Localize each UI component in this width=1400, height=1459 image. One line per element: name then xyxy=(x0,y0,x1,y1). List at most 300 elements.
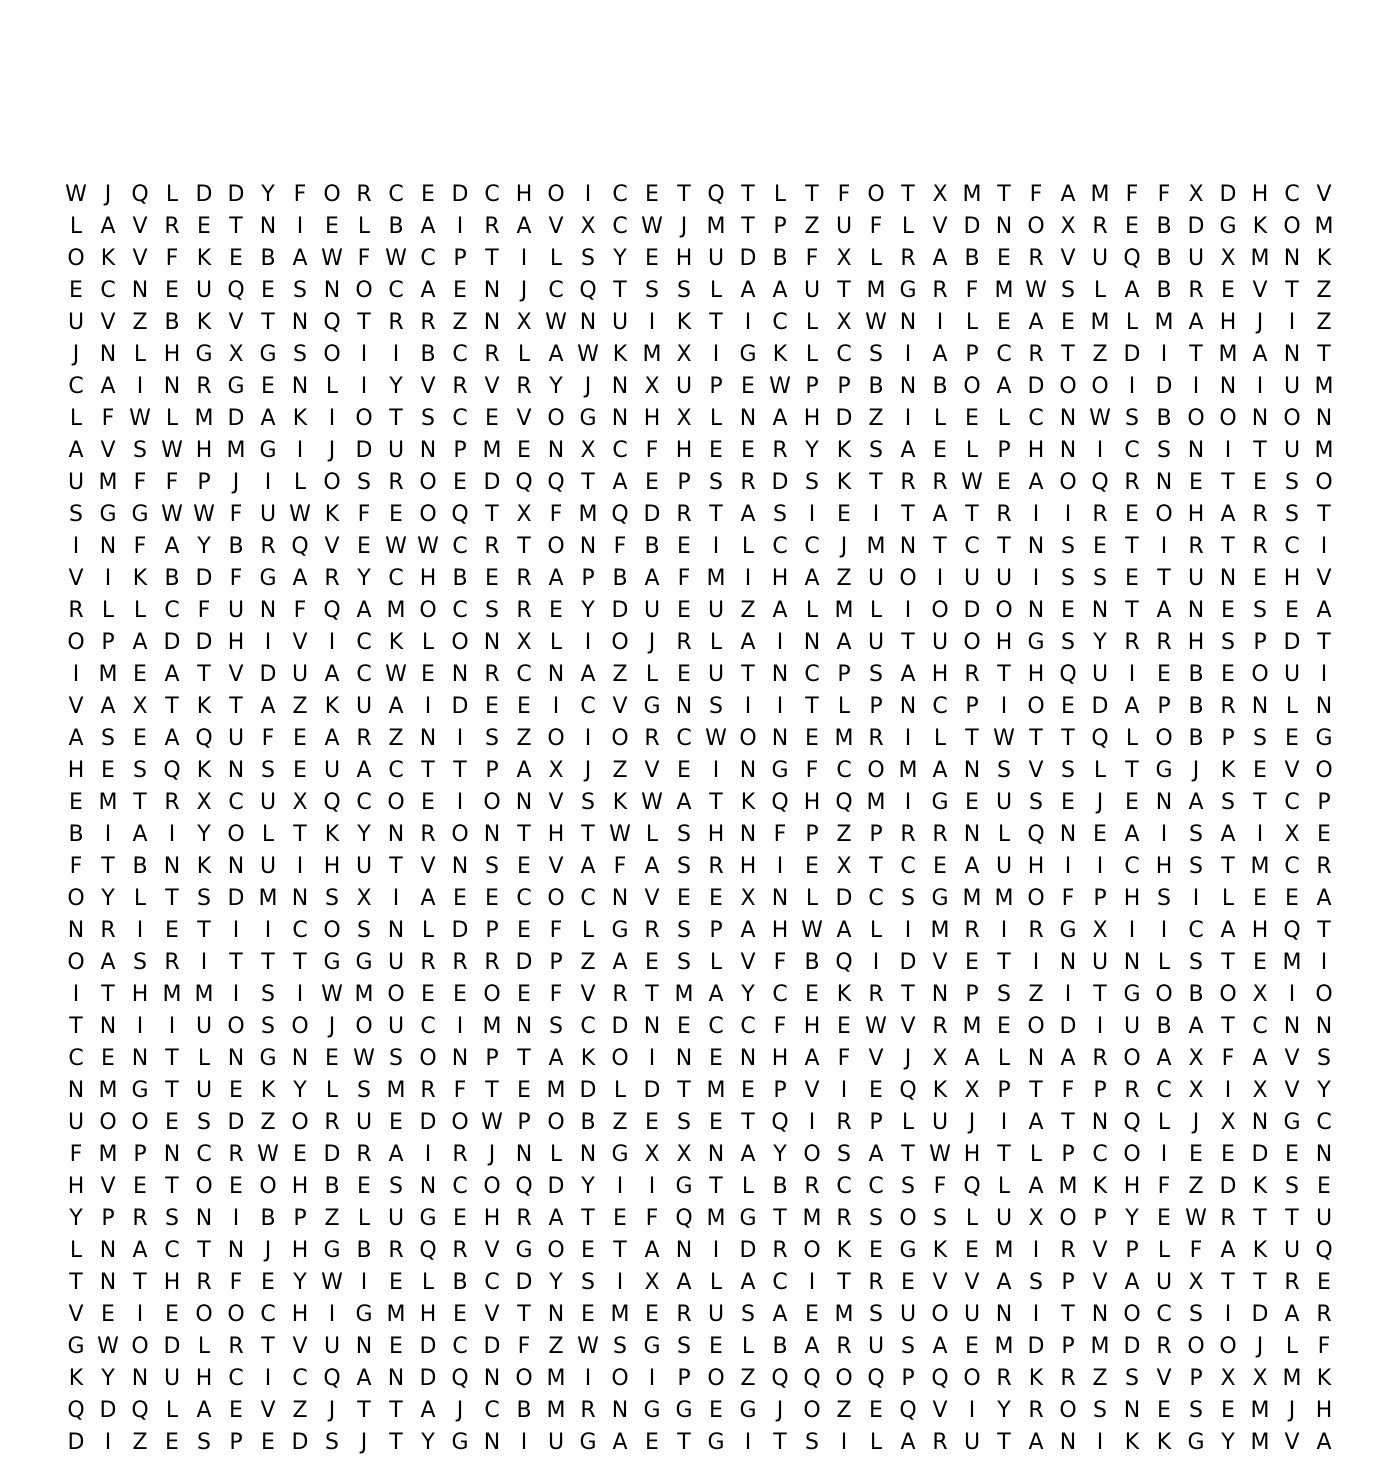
grid-letter: L xyxy=(197,1046,211,1071)
grid-letter: C xyxy=(452,342,468,367)
grid-letter: E xyxy=(229,1078,243,1103)
grid-letter: S xyxy=(869,1302,883,1327)
grid-letter: K xyxy=(836,1238,852,1263)
grid-letter: R xyxy=(1092,214,1108,239)
grid-letter: I xyxy=(1256,374,1264,399)
grid-letter: T xyxy=(517,822,531,847)
grid-letter: F xyxy=(165,246,179,271)
grid-letter: Y xyxy=(549,1270,563,1295)
grid-letter: A xyxy=(164,534,180,559)
grid-letter: X xyxy=(676,406,692,431)
grid-letter: W xyxy=(97,1334,119,1359)
grid-letter: N xyxy=(675,1046,693,1071)
grid-letter: I xyxy=(168,1014,176,1039)
grid-row xyxy=(60,1203,1340,1235)
grid-letter: A xyxy=(260,406,276,431)
grid-letter: R xyxy=(324,1110,340,1135)
grid-letter: W xyxy=(161,438,183,463)
grid-letter: V xyxy=(516,406,532,431)
grid-letter: E xyxy=(1061,790,1075,815)
grid-letter: R xyxy=(388,1238,404,1263)
grid-letter: R xyxy=(388,470,404,495)
grid-letter: O xyxy=(1283,406,1301,431)
grid-letter: E xyxy=(453,886,467,911)
grid-letter: K xyxy=(612,342,628,367)
grid-letter: E xyxy=(709,1334,723,1359)
grid-letter: O xyxy=(803,1142,821,1167)
grid-letter: W xyxy=(577,342,599,367)
grid-letter: A xyxy=(548,566,564,591)
grid-letter: L xyxy=(741,1174,755,1199)
grid-letter: F xyxy=(805,246,819,271)
grid-letter: L xyxy=(869,598,883,623)
grid-letter: Q xyxy=(771,1110,789,1135)
grid-letter: C xyxy=(1156,1302,1172,1327)
grid-letter: F xyxy=(1125,182,1139,207)
grid-letter: I xyxy=(1288,982,1296,1007)
grid-letter: K xyxy=(1316,1366,1332,1391)
grid-row xyxy=(60,819,1340,851)
grid-letter: V xyxy=(580,982,596,1007)
grid-letter: X xyxy=(548,758,564,783)
grid-letter: U xyxy=(291,662,309,687)
grid-letter: S xyxy=(261,1014,275,1039)
grid-letter: W xyxy=(545,310,567,335)
grid-letter: E xyxy=(1125,502,1139,527)
grid-letter: N xyxy=(1219,374,1237,399)
grid-letter: T xyxy=(1317,502,1331,527)
grid-letter: A xyxy=(1316,1430,1332,1455)
grid-letter: A xyxy=(260,694,276,719)
grid-letter: T xyxy=(389,1430,403,1455)
grid-letter: N xyxy=(1027,598,1045,623)
grid-letter: E xyxy=(485,886,499,911)
grid-letter: A xyxy=(964,1046,980,1071)
grid-letter: U xyxy=(387,438,405,463)
grid-letter: U xyxy=(355,1110,373,1135)
grid-letter: X xyxy=(932,182,948,207)
grid-letter: L xyxy=(197,1334,211,1359)
grid-letter: C xyxy=(900,854,916,879)
grid-letter: R xyxy=(836,1206,852,1231)
grid-letter: O xyxy=(611,630,629,655)
grid-letter: W xyxy=(641,790,663,815)
grid-letter: S xyxy=(581,246,595,271)
grid-letter: K xyxy=(580,1046,596,1071)
grid-letter: B xyxy=(644,534,660,559)
grid-letter: A xyxy=(932,758,948,783)
grid-letter: D xyxy=(451,918,469,943)
grid-letter: L xyxy=(1125,310,1139,335)
grid-letter: A xyxy=(100,374,116,399)
grid-letter: X xyxy=(516,502,532,527)
grid-letter: R xyxy=(1124,1078,1140,1103)
grid-letter: E xyxy=(453,278,467,303)
grid-letter: U xyxy=(1091,662,1109,687)
grid-letter: N xyxy=(1187,598,1205,623)
grid-letter: E xyxy=(389,1334,403,1359)
grid-letter: O xyxy=(1059,374,1077,399)
grid-letter: M xyxy=(866,790,886,815)
grid-letter: A xyxy=(804,566,820,591)
grid-letter: I xyxy=(872,950,880,975)
grid-letter: S xyxy=(677,1334,691,1359)
grid-letter: A xyxy=(964,854,980,879)
grid-letter: C xyxy=(932,694,948,719)
grid-letter: E xyxy=(421,662,435,687)
grid-letter: T xyxy=(293,950,307,975)
grid-letter: S xyxy=(1189,854,1203,879)
grid-letter: I xyxy=(232,1206,240,1231)
grid-letter: O xyxy=(1187,1334,1205,1359)
grid-letter: C xyxy=(420,1014,436,1039)
grid-letter: M xyxy=(1218,342,1238,367)
grid-letter: O xyxy=(227,1302,245,1327)
grid-letter: E xyxy=(805,982,819,1007)
grid-letter: E xyxy=(229,246,243,271)
grid-letter: K xyxy=(324,502,340,527)
grid-letter: Q xyxy=(611,502,629,527)
grid-letter: U xyxy=(707,1302,725,1327)
grid-letter: Z xyxy=(292,694,308,719)
grid-letter: A xyxy=(740,918,756,943)
grid-letter: O xyxy=(931,598,949,623)
grid-letter: D xyxy=(227,182,245,207)
grid-letter: F xyxy=(837,182,851,207)
grid-letter: T xyxy=(485,502,499,527)
grid-letter: F xyxy=(1221,1046,1235,1071)
grid-letter: N xyxy=(1219,566,1237,591)
grid-letter: D xyxy=(451,694,469,719)
grid-letter: P xyxy=(197,470,211,495)
grid-letter: H xyxy=(1187,630,1205,655)
grid-letter: R xyxy=(1188,278,1204,303)
grid-row xyxy=(60,275,1340,307)
grid-letter: E xyxy=(421,982,435,1007)
grid-letter: N xyxy=(611,1398,629,1423)
grid-letter: I xyxy=(232,918,240,943)
grid-letter: G xyxy=(67,1334,85,1359)
grid-letter: Y xyxy=(197,822,211,847)
grid-letter: R xyxy=(740,470,756,495)
grid-letter: A xyxy=(356,598,372,623)
grid-letter: M xyxy=(994,1238,1014,1263)
grid-letter: S xyxy=(1253,598,1267,623)
grid-letter: I xyxy=(1064,982,1072,1007)
grid-letter: D xyxy=(355,438,373,463)
grid-letter: T xyxy=(1253,1206,1267,1231)
grid-letter: C xyxy=(836,342,852,367)
grid-letter: N xyxy=(67,918,85,943)
grid-letter: S xyxy=(69,502,83,527)
grid-letter: O xyxy=(1027,694,1045,719)
grid-letter: L xyxy=(1221,886,1235,911)
grid-letter: L xyxy=(741,534,755,559)
grid-letter: F xyxy=(1157,1174,1171,1199)
grid-letter: W xyxy=(321,1270,343,1295)
grid-letter: G xyxy=(259,566,277,591)
grid-letter: G xyxy=(259,438,277,463)
grid-letter: H xyxy=(1251,182,1269,207)
grid-letter: M xyxy=(834,726,854,751)
grid-letter: T xyxy=(1189,342,1203,367)
grid-letter: I xyxy=(392,886,400,911)
grid-letter: S xyxy=(1189,950,1203,975)
grid-letter: N xyxy=(195,1206,213,1231)
grid-letter: E xyxy=(677,598,691,623)
grid-letter: R xyxy=(900,246,916,271)
grid-letter: L xyxy=(645,822,659,847)
grid-letter: K xyxy=(1220,758,1236,783)
grid-letter: A xyxy=(1316,598,1332,623)
grid-letter: A xyxy=(644,854,660,879)
grid-letter: M xyxy=(674,982,694,1007)
grid-letter: F xyxy=(357,502,371,527)
grid-letter: N xyxy=(1091,1302,1109,1327)
grid-letter: R xyxy=(1060,1238,1076,1263)
grid-letter: I xyxy=(264,1366,272,1391)
grid-letter: M xyxy=(642,342,662,367)
grid-letter: I xyxy=(904,598,912,623)
grid-letter: X xyxy=(1060,214,1076,239)
grid-letter: I xyxy=(1096,1430,1104,1455)
grid-letter: K xyxy=(1252,1174,1268,1199)
grid-letter: Y xyxy=(261,182,275,207)
grid-letter: M xyxy=(962,1014,982,1039)
grid-letter: S xyxy=(1093,566,1107,591)
grid-letter: E xyxy=(645,470,659,495)
grid-letter: S xyxy=(1061,278,1075,303)
grid-letter: I xyxy=(104,822,112,847)
grid-letter: T xyxy=(517,534,531,559)
grid-letter: O xyxy=(1123,1302,1141,1327)
grid-letter: L xyxy=(965,310,979,335)
grid-letter: C xyxy=(1252,1014,1268,1039)
grid-letter: H xyxy=(67,1174,85,1199)
grid-letter: O xyxy=(1219,406,1237,431)
grid-letter: N xyxy=(291,1046,309,1071)
grid-letter: D xyxy=(483,470,501,495)
grid-letter: I xyxy=(1320,950,1328,975)
grid-letter: X xyxy=(1252,1078,1268,1103)
grid-letter: L xyxy=(997,1174,1011,1199)
grid-letter: X xyxy=(1220,1366,1236,1391)
grid-letter: G xyxy=(323,1238,341,1263)
grid-row xyxy=(60,435,1340,467)
grid-letter: H xyxy=(739,854,757,879)
grid-letter: I xyxy=(328,1302,336,1327)
grid-letter: G xyxy=(1059,918,1077,943)
grid-letter: I xyxy=(584,182,592,207)
grid-letter: J xyxy=(680,214,688,239)
grid-letter: D xyxy=(835,886,853,911)
grid-letter: H xyxy=(1155,854,1173,879)
grid-letter: D xyxy=(643,1078,661,1103)
grid-letter: Y xyxy=(613,246,627,271)
grid-letter: P xyxy=(1093,886,1107,911)
grid-letter: X xyxy=(1188,1046,1204,1071)
grid-letter: V xyxy=(932,1270,948,1295)
grid-letter: T xyxy=(869,854,883,879)
grid-letter: G xyxy=(899,1238,917,1263)
grid-letter: C xyxy=(612,438,628,463)
grid-letter: U xyxy=(387,1014,405,1039)
grid-letter: O xyxy=(355,1014,373,1039)
grid-letter: T xyxy=(1125,534,1139,559)
grid-letter: B xyxy=(260,1206,276,1231)
grid-letter: L xyxy=(1029,1142,1043,1167)
grid-letter: Z xyxy=(868,406,884,431)
grid-letter: F xyxy=(261,726,275,751)
grid-letter: X xyxy=(676,1142,692,1167)
grid-letter: E xyxy=(869,1078,883,1103)
grid-letter: F xyxy=(549,502,563,527)
grid-letter: A xyxy=(1124,278,1140,303)
grid-letter: X xyxy=(836,854,852,879)
grid-letter: Q xyxy=(1123,1110,1141,1135)
grid-letter: E xyxy=(965,950,979,975)
grid-letter: U xyxy=(643,598,661,623)
grid-letter: T xyxy=(741,662,755,687)
grid-letter: V xyxy=(228,662,244,687)
grid-letter: A xyxy=(1220,822,1236,847)
grid-letter: S xyxy=(485,726,499,751)
grid-letter: E xyxy=(165,1302,179,1327)
grid-letter: V xyxy=(900,1014,916,1039)
grid-letter: J xyxy=(648,630,656,655)
grid-letter: F xyxy=(1061,886,1075,911)
grid-letter: I xyxy=(1320,662,1328,687)
grid-letter: D xyxy=(611,598,629,623)
grid-letter: O xyxy=(611,726,629,751)
grid-letter: Q xyxy=(1091,470,1109,495)
grid-letter: Z xyxy=(1092,1366,1108,1391)
grid-letter: C xyxy=(580,1014,596,1039)
grid-letter: T xyxy=(741,182,755,207)
grid-letter: P xyxy=(101,630,115,655)
grid-letter: R xyxy=(452,374,468,399)
grid-letter: T xyxy=(773,1206,787,1231)
grid-letter: E xyxy=(1157,662,1171,687)
grid-letter: J xyxy=(72,342,80,367)
grid-letter: M xyxy=(226,438,246,463)
grid-letter: V xyxy=(100,438,116,463)
grid-letter: Y xyxy=(293,1270,307,1295)
grid-letter: N xyxy=(99,1238,117,1263)
grid-letter: R xyxy=(1220,694,1236,719)
grid-letter: Y xyxy=(197,534,211,559)
grid-letter: I xyxy=(808,502,816,527)
grid-letter: O xyxy=(451,822,469,847)
grid-letter: E xyxy=(645,246,659,271)
grid-letter: N xyxy=(963,822,981,847)
grid-letter: T xyxy=(1093,982,1107,1007)
grid-letter: K xyxy=(196,246,212,271)
grid-letter: S xyxy=(1285,1174,1299,1199)
grid-letter: U xyxy=(707,246,725,271)
grid-letter: H xyxy=(291,1302,309,1327)
grid-letter: S xyxy=(1189,822,1203,847)
grid-letter: I xyxy=(72,662,80,687)
grid-letter: Q xyxy=(67,1398,85,1423)
grid-letter: D xyxy=(771,470,789,495)
grid-letter: T xyxy=(773,1430,787,1455)
grid-letter: H xyxy=(1027,438,1045,463)
grid-letter: N xyxy=(291,310,309,335)
grid-letter: O xyxy=(483,1174,501,1199)
grid-letter: Q xyxy=(323,598,341,623)
grid-letter: R xyxy=(484,662,500,687)
grid-letter: C xyxy=(452,1174,468,1199)
grid-letter: P xyxy=(485,918,499,943)
grid-letter: D xyxy=(419,1110,437,1135)
grid-letter: F xyxy=(933,1174,947,1199)
grid-letter: A xyxy=(676,1270,692,1295)
grid-letter: I xyxy=(904,790,912,815)
grid-letter: G xyxy=(1123,982,1141,1007)
grid-letter: E xyxy=(229,1174,243,1199)
grid-letter: G xyxy=(1315,726,1333,751)
grid-letter: U xyxy=(259,790,277,815)
grid-letter: X xyxy=(1252,982,1268,1007)
grid-letter: I xyxy=(1224,1302,1232,1327)
grid-letter: E xyxy=(645,1302,659,1327)
grid-letter: A xyxy=(164,662,180,687)
grid-letter: L xyxy=(997,406,1011,431)
grid-letter: R xyxy=(356,182,372,207)
grid-letter: U xyxy=(259,854,277,879)
grid-letter: I xyxy=(72,534,80,559)
grid-letter: M xyxy=(386,1302,406,1327)
grid-letter: M xyxy=(1282,950,1302,975)
grid-letter: O xyxy=(451,630,469,655)
grid-letter: E xyxy=(645,950,659,975)
grid-letter: X xyxy=(132,694,148,719)
grid-letter: R xyxy=(708,854,724,879)
grid-letter: H xyxy=(1219,310,1237,335)
grid-letter: I xyxy=(1096,1014,1104,1039)
grid-letter: I xyxy=(840,1078,848,1103)
grid-letter: M xyxy=(1250,1430,1270,1455)
grid-letter: X xyxy=(836,246,852,271)
grid-row xyxy=(60,339,1340,371)
grid-letter: C xyxy=(964,534,980,559)
grid-letter: Q xyxy=(515,1174,533,1199)
grid-letter: I xyxy=(648,1174,656,1199)
grid-letter: E xyxy=(165,1110,179,1135)
grid-letter: C xyxy=(388,758,404,783)
grid-letter: O xyxy=(547,1238,565,1263)
grid-letter: C xyxy=(452,534,468,559)
grid-letter: H xyxy=(131,982,149,1007)
grid-letter: N xyxy=(643,1014,661,1039)
grid-letter: C xyxy=(772,310,788,335)
grid-letter: K xyxy=(324,694,340,719)
grid-letter: S xyxy=(1061,566,1075,591)
word-search-grid xyxy=(60,179,1340,1459)
grid-letter: O xyxy=(547,406,565,431)
grid-letter: S xyxy=(485,598,499,623)
grid-letter: E xyxy=(965,406,979,431)
grid-letter: E xyxy=(453,470,467,495)
grid-letter: I xyxy=(904,342,912,367)
grid-letter: T xyxy=(1253,1270,1267,1295)
grid-letter: L xyxy=(69,214,83,239)
grid-letter: D xyxy=(1027,1334,1045,1359)
grid-letter: A xyxy=(1028,1174,1044,1199)
grid-letter: C xyxy=(1156,1078,1172,1103)
grid-letter: G xyxy=(227,374,245,399)
